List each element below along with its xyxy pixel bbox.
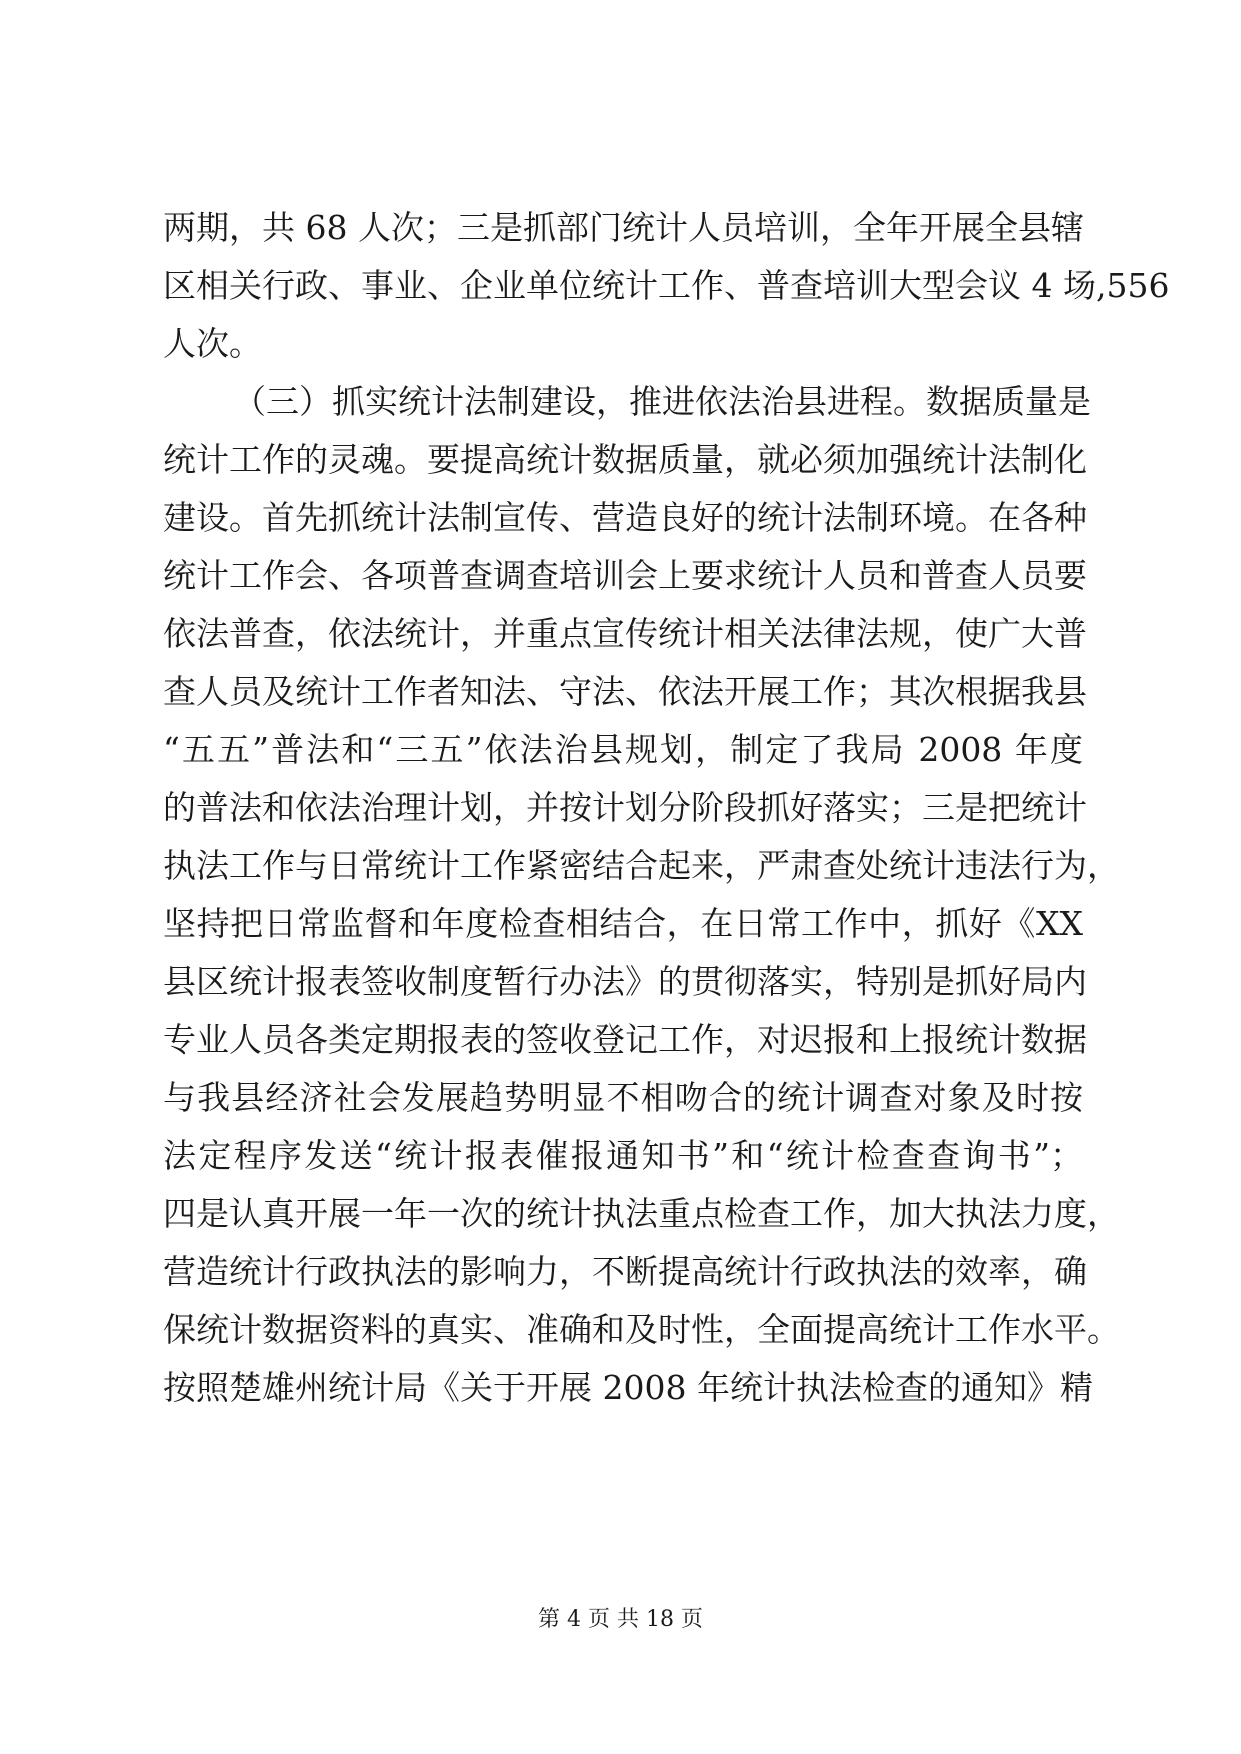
text-line: 县区统计报表签收制度暂行办法》的贯彻落实，特别是抓好局内 [163,962,1087,1001]
text-line: 保统计数据资料的真实、准确和及时性，全面提高统计工作水平。 [163,1310,1120,1349]
text-line: 坚持把日常监督和年度检查相结合，在日常工作中，抓好《XX [163,904,1083,943]
text-line: 按照楚雄州统计局《关于开展 2008 年统计执法检查的通知》精 [163,1368,1093,1407]
text-line: 区相关行政、事业、企业单位统计工作、普查培训大型会议 4 场,556 [163,266,1170,305]
text-line: 建设。首先抓统计法制宣传、营造良好的统计法制环境。在各种 [163,498,1087,537]
text-line: 法定程序发送“统计报表催报通知书”和“统计检查查询书”； [163,1136,1083,1175]
text-line: 查人员及统计工作者知法、守法、依法开展工作；其次根据我县 [163,672,1087,711]
text-line: 两期，共 68 人次；三是抓部门统计人员培训，全年开展全县辖 [163,208,1084,247]
text-line: 统计工作会、各项普查调查培训会上要求统计人员和普查人员要 [163,556,1087,595]
text-line: 与我县经济社会发展趋势明显不相吻合的统计调查对象及时按 [163,1078,1083,1117]
text-line: “五五”普法和“三五”依法治县规划，制定了我局 2008 年度 [163,730,1083,769]
text-line: 统计工作的灵魂。要提高统计数据质量，就必须加强统计法制化 [163,440,1087,479]
page-footer: 第 4 页 共 18 页 [538,1607,703,1632]
text-line: 依法普查，依法统计，并重点宣传统计相关法律法规，使广大普 [163,614,1087,653]
text-line: 人次。 [163,324,262,363]
text-line: 专业人员各类定期报表的签收登记工作，对迟报和上报统计数据 [163,1020,1087,1059]
text-line: 执法工作与日常统计工作紧密结合起来，严肃查处统计违法行为， [163,846,1120,885]
text-line: 四是认真开展一年一次的统计执法重点检查工作，加大执法力度， [163,1194,1120,1233]
text-line: 的普法和依法治理计划，并按计划分阶段抓好落实；三是把统计 [163,788,1087,827]
paragraph-heading-line: （三）抓实统计法制建设，推进依法治县进程。数据质量是 [233,382,1091,421]
text-line: 营造统计行政执法的影响力，不断提高统计行政执法的效率，确 [163,1252,1087,1291]
